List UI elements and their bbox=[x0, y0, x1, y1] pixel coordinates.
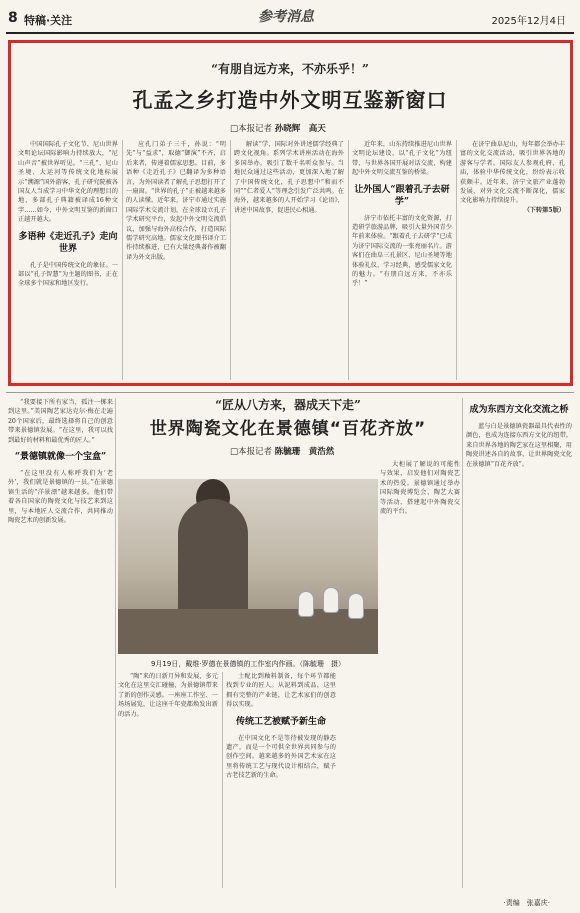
issue-date: 2025年12月4日 bbox=[491, 16, 566, 27]
byline-authors: 陈毓珊 黄浩然 bbox=[274, 447, 335, 457]
lower-article-headline: 世界陶瓷文化在景德镇“百花齐放” bbox=[149, 419, 427, 439]
top-article-column-2: 应孔门弟子三千，孙说：“明先”与“益求”，取德“御演”不齐，启后来者，传递着儒家思想。目前，多语种《走近孔子》已翻译为多种语言，为外国读者了解孔子思想打开了一扇窗。“世界的孔子”正被越来越多的人读懂。近年来，济宁市通过实施国际学术交流计划，在全球设立孔子学术研究平台，发起中外文明交流倡议，加强与海外高校合作，打造国际儒学研究高地。儒家文化图书译介工作持续推进，已有大量经典著作被翻译为外文出版。 bbox=[126, 141, 226, 261]
lower-article-column-1: “我要接下所有家当，孤注一掷来到这里。”美国陶艺家达克尔·梅在走遍20个国家后，最终选择将自己的创意带来景德镇发展。“在这里，我可以找到最好的材料和最优秀的匠人。” “景德镇就像一个宝盒” “在这里没有人称呼我们为‘老外’，我们就是景德镇的一员。”在景德镇生活的“洋景漂”越来越多。他们带着各自国家的陶瓷文化与技艺来到这里，与本地匠人交流合作，共同推动陶瓷艺术的创新发展。 bbox=[8, 399, 113, 525]
paper-name-logo: 参考消息 bbox=[258, 9, 314, 25]
top-crosshead-2: 让外国人“跟着孔子去研学” bbox=[354, 184, 450, 207]
column-divider bbox=[456, 140, 457, 380]
lower-article-subtitle: “匠从八方来，器成天下走” bbox=[215, 398, 361, 412]
header-rule bbox=[6, 32, 574, 34]
section-name: 特稿·关注 bbox=[24, 14, 73, 27]
photo-worktable bbox=[118, 609, 378, 654]
column-divider bbox=[115, 398, 116, 888]
column-divider bbox=[348, 140, 349, 380]
lower-article-column-3: 土配比到釉料制备，每个环节都能找到专业的匠人。从泥料到成品，这里拥有完整的产业链，让艺术家们的创意得以实现。 传统工艺被赋予新生命 在中国文化不是等待被发现的静态遗产，而是一个可供全世界共同参与的创作空间。越来越多的外国艺术家在这里将传统工艺与现代设计相结合，赋予古老技艺新的生命。 bbox=[226, 673, 336, 780]
column-divider bbox=[122, 140, 123, 380]
article-divider bbox=[6, 392, 574, 393]
article-photo-artist-painting bbox=[118, 479, 378, 654]
photo-porcelain-vase bbox=[323, 587, 339, 613]
lower-article-column-2: “陶”来的日新月异和发展，多元文化在这里交汇碰撞，为景德镇带来了新的创作灵感。一座座工作室、一场场展览，让这座千年瓷都焕发出新的活力。 bbox=[118, 673, 218, 718]
lower-crosshead-3: 成为东西方文化交流之桥 bbox=[469, 405, 569, 415]
lower-article-column-5: 成为东西方文化交流之桥 蓝与白是景德镇瓷器最具代表性的颜色，也成为连接东西方文化的纽带。来自世界各地的陶艺家在这里相聚，用陶瓷讲述各自的故事，让世界陶瓷文化在景德镇“百花齐放”。 bbox=[466, 405, 572, 468]
top-article-subtitle: “有朋自远方来，不亦乐乎！” bbox=[211, 62, 369, 76]
top-crosshead-1: 多语种《走近孔子》走向世界 bbox=[18, 231, 118, 254]
byline-authors: 孙晓辉 高天 bbox=[274, 124, 326, 134]
photo-caption: 9月19日，戴维·罗德在景德镇的工作室内作画。（陈毓珊 摄） bbox=[150, 660, 346, 668]
column-divider bbox=[462, 398, 463, 888]
top-article-headline: 孔孟之乡打造中外文明互鉴新窗口 bbox=[132, 88, 448, 112]
photo-artist-body bbox=[178, 499, 248, 619]
lower-article-byline bbox=[230, 445, 334, 457]
lower-crosshead-2: 传统工艺被赋予新生命 bbox=[235, 716, 326, 727]
page-header bbox=[0, 0, 580, 36]
column-divider bbox=[230, 140, 231, 380]
top-article-column-3: 解读“学，国际对外讲述儒学经典了跨文化视角。系列学术讲座活动在海外多国举办，吸引了数千名听众参与。当地民众通过这些活动，更加深入地了解了中国传统文化，孔子思想中“和而不同”“仁者爱人”等理念引发广泛共鸣。在海外，越来越多的人开始学习《论语》，讲述中国故事，促进民心相通。 bbox=[234, 141, 344, 214]
top-article-column-4: 近年来，山东持续推进尼山世界文明论坛建设，以“孔子文化”为纽带，与世界各国开展对话交流，构建起中外文明交流互鉴的桥梁。 让外国人“跟着孔子去研学” 济宁市依托丰富的文化资源，打造研学旅游品牌，吸引大量外国青少年前来体验。“跟着孔子去研学”已成为济宁国际交流的一张亮丽名片。游客们在曲阜三孔景区、尼山圣境等地体验礼仪、学习经典，感受儒家文化的魅力。“有朋自远方来，不亦乐乎！” bbox=[352, 141, 452, 288]
photo-porcelain-vase bbox=[298, 591, 314, 617]
byline-prefix: □本报记者 bbox=[230, 124, 273, 134]
editor-credit: ·责编 张嘉庆· bbox=[503, 899, 550, 907]
top-article-byline bbox=[230, 122, 326, 134]
top-article-column-1: 中国国际孔子文化节、尼山世界文明论坛国际影响力持续放大，“尼山声音”被世界听见。“三孔”、尼山圣境、大运河等传统文化地标展示“溯源”国外游客，孔子研究院被各国友人当成学习中华文化的理想目的地，多部孔子典籍被译成16种文字……如今，中外文明互鉴的新窗口正越开越大。 多语种《走近孔子》走向世界 孔子是中国传统文化的象征。一部以“孔子智慧”为主题的图书，正在全球多个国家和地区发行。 bbox=[18, 141, 118, 288]
photo-porcelain-vase bbox=[348, 593, 364, 619]
lower-crosshead-1: “景德镇就像一个宝盒” bbox=[14, 452, 107, 463]
lower-article-column-4: 大柜展了解说的可能性与效果，启发他们对陶瓷艺术的热爱。景德镇通过举办国际陶瓷博览会、陶艺大赛等活动，搭建起中外陶瓷交流的平台。 bbox=[380, 461, 460, 516]
continued-note: （下转第5版） bbox=[523, 206, 565, 214]
page-number: 8 bbox=[8, 10, 18, 26]
column-divider bbox=[222, 672, 223, 888]
top-article-column-5: 在济宁曲阜尼山，每年都会举办丰富的文化交流活动，吸引世界各地的游客与学者。国际友人参观孔府、孔庙，体验中华传统文化，纷纷表示收获颇丰。近年来，济宁文旅产业蓬勃发展，对外文化交流不断深化，儒家文化影响力持续提升。 （下转第5版） bbox=[460, 141, 565, 214]
byline-prefix: □本报记者 bbox=[230, 447, 273, 457]
